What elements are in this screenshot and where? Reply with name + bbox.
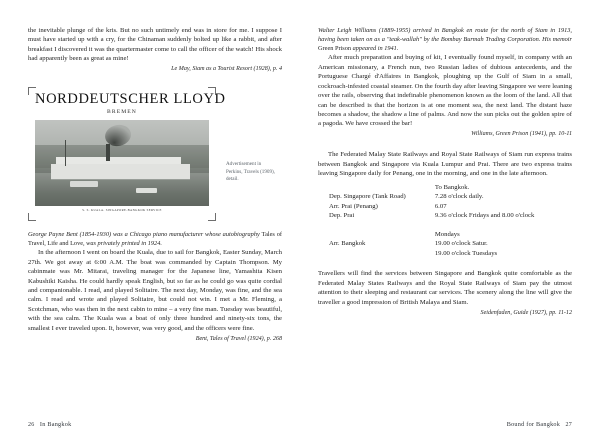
timetable-row	[318, 230, 572, 239]
closing-paragraph: Travellers will find the services between Singapore and Bangkok quite comfortable as the Federated Malay States Railways and the Royal State Railways of Siam pay the utmost attention to their sleeping and restaurant car services. The scenery along the line will give the traveller a good impression of British Malaya and Siam.	[318, 270, 572, 306]
attribution-bent: Bent, Tales of Travel (1924), p. 268	[195, 335, 282, 342]
book-title-roman: Green Prison	[318, 45, 352, 53]
advertisement-figure	[28, 87, 282, 221]
figure-credit: Advertisement in Perkins, Travels (1909), detail.	[226, 161, 275, 182]
timetable-heading-row	[318, 183, 572, 192]
crop-mark-top-right	[208, 87, 216, 95]
timetable-row-value: 7.28 o'clock daily.	[434, 193, 484, 201]
attribution-williams: Williams, Green Prison (1941), pp. 10-11	[471, 131, 572, 138]
attribution-seidenfaden: Seidenfaden, Guide (1927), pp. 11-12	[480, 309, 572, 316]
advertisement-subtitle: BREMEN	[107, 108, 137, 115]
timetable-row-value: 19.00 o'clock Satur.	[434, 240, 488, 248]
continued-paragraph: the inevitable plunge of the kris. But no such untimely end was in store for me. I suppose I must have started up with a cry, for the Chinaman suddenly bolted up like a rabbit, and after breakfast I discovered it was the quartermaster come to call the officer of the watch! His shock had apparently been as great as mine!	[28, 27, 282, 63]
timetable-row-label: Dep. Prai	[329, 212, 355, 220]
timetable-row-label: Dep. Singapore (Tank Road)	[329, 193, 406, 201]
body-paragraph-williams: After much preparation and buying of kit, I eventually found myself, in company with an American missionary, a French nun, two Russian ladies of dubious antecedents, and the Portuguese Chargé d'Affaires in Bangkok, ploughing up the Gulf of Siam in a small, cockroach-infested coastal steamer. On the fourth day after leaving Singapore we were leaning over the rails, observing that indefinable phenomenon known as the loom of the land. All that can be described is that the horizon is at one moment sea, the next land. The distant haze becomes a shadow, the shadow a line of palms. And now the sun picks out the golden spire of a pagoda. We have crossed the bar!	[318, 54, 572, 128]
running-head-left: In Bangkok	[39, 421, 72, 428]
timetable-row-label: Arr. Bangkok	[329, 240, 366, 248]
page-right	[300, 0, 600, 444]
tender-boat-right	[136, 188, 157, 192]
timetable	[318, 183, 572, 259]
advertisement-title: NORDDEUTSCHER LLOYD	[35, 91, 226, 108]
timetable-row-value: Mondays	[434, 231, 460, 239]
ship-funnel	[106, 144, 110, 161]
ship-hull	[51, 164, 190, 179]
intro-bent: George Payne Bent (1854-1930) was a Chicago piano manufacturer whose autobiography Tales of Travel, Life and Love, was privately printed in 1924.	[28, 231, 282, 248]
crop-mark-bottom-right	[208, 213, 216, 221]
advertisement-photo-caption: S. S. KUALA. SINGAPORE-BANGKOK SERVICE	[82, 208, 162, 213]
ship-mast	[65, 140, 66, 166]
intro-williams: Walter Leigh Williams (1889-1955) arrived in Bangkok en route for the north of Siam in 1913, having been taken on as a "teak-wallah" by the Bombay Burmah Trading Corporation. His memoir Green Prison appeared in 1941.	[318, 27, 572, 53]
running-head-right: Bound for Bangkok	[506, 421, 561, 428]
railway-paragraph: The Federated Malay State Railways and Royal State Railways of Siam run express trains between Bangkok and Singapore via Kuala Lumpur and Prai. There are two express trains leaving Singapore daily for Penang, one in the morning, and one in the late afternoon.	[318, 151, 572, 178]
timetable-spacer	[318, 221, 572, 230]
timetable-heading-value: To Bangkok.	[434, 183, 470, 191]
book-title-roman: Tales of Travel, Life and Love,	[28, 231, 282, 248]
page-number-left: 26	[28, 422, 35, 428]
timetable-row-value: 6.07	[434, 202, 447, 210]
advertisement-card	[28, 87, 226, 221]
section-spacer	[318, 139, 572, 150]
timetable-row	[318, 239, 572, 248]
steamship-photograph	[35, 120, 209, 206]
body-paragraph-bent: In the afternoon I went on board the Kuala, due to sail for Bangkok, Easter Sunday, March 27th. We got away at 6:00 A.M. The boat was commanded by Captain Thompson. My cabinmate was Mr. Mitarai, traveling manager for the Japanese line, Yamashita Kisen Kabushiki Kaisha. He could hardly speak English, but so far as he could go was quite cordial and companionable. I read, and played Solitaire. The next day, Monday, was fine, and the sea calm. I read and wrote and played Solitaire, but could not win. I met a Mr. Fleming, a Scotchman, who was then in the next cabin to mine – a very fine man. Tuesday was beautiful, with the sea calm. The Kuala was a boat of only three hundred and ninety-six tons, the smallest I ever traveled upon. It, however, was very good, and the officers were fine.	[28, 249, 282, 332]
attribution-le-may: Le May, Siam as a Tourist Resort (1928), p. 4	[171, 66, 282, 73]
crop-mark-top-left	[28, 87, 36, 95]
tender-boat-left	[70, 181, 98, 186]
crop-mark-bottom-left	[28, 213, 36, 221]
folio-right	[507, 421, 572, 428]
timetable-row-value: 9.36 o'clock Fridays and 8.00 o'clock	[434, 212, 535, 220]
page-number-right: 27	[565, 422, 572, 428]
folio-left	[28, 421, 71, 428]
timetable-row	[318, 249, 572, 258]
timetable-row	[318, 192, 572, 201]
timetable-row-value: 19.00 o'clock Tuesdays	[434, 249, 498, 257]
section-spacer-2	[318, 258, 572, 269]
timetable-row	[318, 202, 572, 211]
timetable-row	[318, 211, 572, 220]
timetable-row-label: Arr. Prai (Penang)	[329, 202, 378, 210]
